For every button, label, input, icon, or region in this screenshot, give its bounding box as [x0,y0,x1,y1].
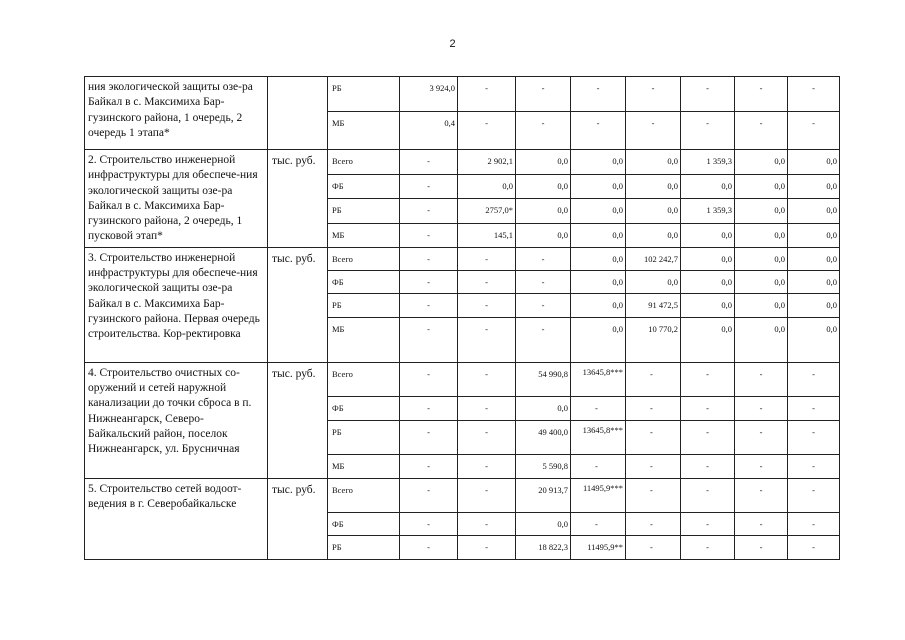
value-cell: 0,0 [735,270,788,293]
value-cell: 0,0 [516,198,571,223]
funding-source: МБ [328,112,400,150]
table-row [85,362,840,396]
value-cell: - [626,478,681,512]
value-cell: 0,0 [735,293,788,317]
value-cell: 0,0 [735,223,788,247]
value-cell: - [788,512,840,535]
value-cell: 0,0 [516,223,571,247]
value-cell: - [681,454,735,478]
value-cell: 0,0 [626,270,681,293]
measure-name: 2. Строительство инженерной инфраструктуры для обеспече-ния экологической защиты озе-ра Байкал в с. Максимиха Бар-гузинского района, 2 очередь, 1 пусковой этап* [85,150,268,248]
value-cell: - [626,112,681,150]
funding-source: ФБ [328,512,400,535]
value-cell: 54 990,8 [516,362,571,396]
value-cell: - [571,396,626,420]
value-cell: 0,0 [681,247,735,270]
value-cell: - [516,317,571,362]
value-cell: 0,0 [788,198,840,223]
value-cell: 11495,9*** [571,478,626,512]
value-cell: - [516,112,571,150]
value-cell: - [400,317,458,362]
value-cell: 0,0 [571,174,626,198]
value-cell: - [458,270,516,293]
funding-source: Всего [328,247,400,270]
value-cell: - [516,247,571,270]
value-cell: 0,0 [735,317,788,362]
value-cell: - [458,317,516,362]
measure-name: ния экологической защиты озе-ра Байкал в с. Максимиха Бар-гузинского района, 1 очередь, 2 очередь 1 этапа* [85,77,268,150]
value-cell: 0,0 [516,174,571,198]
value-cell: 11495,9** [571,535,626,559]
unit-cell: тыс. руб. [268,150,328,248]
value-cell: - [458,396,516,420]
value-cell: 10 770,2 [626,317,681,362]
value-cell: 0,0 [788,317,840,362]
funding-source: РБ [328,535,400,559]
measure-name: 3. Строительство инженерной инфраструктуры для обеспече-ния экологической защиты озе-ра Байкал в с. Максимиха Бар-гузинского района. Первая очередь строительства. Кор-ректировка [85,247,268,362]
unit-cell: тыс. руб. [268,362,328,478]
value-cell: - [735,478,788,512]
value-cell: 49 400,0 [516,420,571,454]
value-cell: 1 359,3 [681,150,735,175]
value-cell: 0,0 [735,198,788,223]
value-cell: 0,0 [516,396,571,420]
value-cell: 0,0 [626,223,681,247]
value-cell: - [735,362,788,396]
value-cell: - [400,247,458,270]
value-cell: - [571,77,626,112]
value-cell: - [788,454,840,478]
value-cell: - [400,223,458,247]
value-cell: 102 242,7 [626,247,681,270]
value-cell: - [571,112,626,150]
value-cell: - [458,112,516,150]
value-cell: - [681,112,735,150]
value-cell: 2 902,1 [458,150,516,175]
value-cell: - [458,77,516,112]
value-cell: 1 359,3 [681,198,735,223]
value-cell: 0,0 [571,293,626,317]
value-cell: - [788,420,840,454]
value-cell: - [788,535,840,559]
funding-source: Всего [328,150,400,175]
page-number: 2 [449,38,456,50]
value-cell: - [400,174,458,198]
value-cell: 0,0 [571,247,626,270]
value-cell: - [626,396,681,420]
value-cell: - [458,478,516,512]
value-cell: - [626,77,681,112]
value-cell: - [681,396,735,420]
value-cell: 0,0 [571,150,626,175]
value-cell: - [681,535,735,559]
unit-cell [268,77,328,150]
value-cell: 13645,8*** [571,420,626,454]
value-cell: - [681,512,735,535]
value-cell: - [400,293,458,317]
value-cell: 2757,0* [458,198,516,223]
value-cell: - [681,478,735,512]
value-cell: 18 822,3 [516,535,571,559]
funding-source: ФБ [328,396,400,420]
value-cell: 0,0 [788,293,840,317]
value-cell: - [400,512,458,535]
measure-name: 5. Строительство сетей водоот-ведения в г. Северобайкальске [85,478,268,559]
value-cell: 0,0 [626,198,681,223]
value-cell: 0,0 [788,247,840,270]
budget-table [84,76,840,560]
value-cell: - [458,247,516,270]
value-cell: - [400,150,458,175]
value-cell: - [788,362,840,396]
funding-source: ФБ [328,270,400,293]
value-cell: 0,0 [681,270,735,293]
value-cell: - [458,512,516,535]
value-cell: 0,0 [626,174,681,198]
value-cell: - [626,420,681,454]
value-cell: 0,0 [516,512,571,535]
measure-name: 4. Строительство очистных со-оружений и сетей наружной канализации до точки сброса в п. Нижнеангарск, Северо-Байкальский район, поселок Нижнеангарск, ул. Брусничная [85,362,268,478]
funding-source: ФБ [328,174,400,198]
table-row [85,478,840,512]
value-cell: 20 913,7 [516,478,571,512]
value-cell: 0,0 [681,317,735,362]
value-cell: - [626,535,681,559]
value-cell: 0,0 [735,174,788,198]
value-cell: 0,0 [788,174,840,198]
value-cell: 0,0 [571,198,626,223]
funding-source: Всего [328,362,400,396]
value-cell: 0,0 [458,174,516,198]
value-cell: 0,0 [626,150,681,175]
value-cell: 0,0 [571,223,626,247]
value-cell: - [735,77,788,112]
table-row [85,150,840,175]
value-cell: 0,0 [735,150,788,175]
value-cell: - [626,362,681,396]
value-cell: - [516,293,571,317]
value-cell: - [400,478,458,512]
value-cell: - [400,198,458,223]
value-cell: 0,0 [735,247,788,270]
value-cell: - [681,420,735,454]
value-cell: 0,0 [788,270,840,293]
value-cell: - [626,454,681,478]
value-cell: - [735,396,788,420]
value-cell: - [458,293,516,317]
value-cell: - [516,270,571,293]
funding-source: РБ [328,77,400,112]
value-cell: - [626,512,681,535]
value-cell: - [516,77,571,112]
value-cell: 0,0 [681,223,735,247]
value-cell: - [788,77,840,112]
value-cell: 13645,8*** [571,362,626,396]
funding-source: РБ [328,293,400,317]
value-cell: - [681,362,735,396]
value-cell: 0,0 [788,150,840,175]
value-cell: - [400,362,458,396]
value-cell: 0,0 [681,174,735,198]
value-cell: - [400,396,458,420]
value-cell: 145,1 [458,223,516,247]
unit-cell: тыс. руб. [268,247,328,362]
value-cell: - [458,454,516,478]
unit-cell: тыс. руб. [268,478,328,559]
value-cell: - [458,420,516,454]
value-cell: 91 472,5 [626,293,681,317]
value-cell: 0,0 [571,270,626,293]
value-cell: - [571,512,626,535]
value-cell: 3 924,0 [400,77,458,112]
funding-source: РБ [328,420,400,454]
value-cell: - [400,420,458,454]
value-cell: 5 590,8 [516,454,571,478]
value-cell: - [458,362,516,396]
funding-source: Всего [328,478,400,512]
value-cell: - [458,535,516,559]
funding-source: МБ [328,317,400,362]
value-cell: - [788,478,840,512]
table-row [85,247,840,270]
funding-source: МБ [328,454,400,478]
value-cell: 0,0 [516,150,571,175]
value-cell: 0,4 [400,112,458,150]
value-cell: - [735,112,788,150]
value-cell: - [400,535,458,559]
value-cell: 0,0 [788,223,840,247]
funding-source: РБ [328,198,400,223]
value-cell: - [571,454,626,478]
funding-source: МБ [328,223,400,247]
value-cell: - [788,396,840,420]
table-row [85,77,840,112]
value-cell: - [788,112,840,150]
value-cell: - [735,420,788,454]
value-cell: - [681,77,735,112]
value-cell: - [735,512,788,535]
value-cell: - [400,270,458,293]
value-cell: - [735,454,788,478]
value-cell: - [735,535,788,559]
value-cell: 0,0 [571,317,626,362]
value-cell: 0,0 [681,293,735,317]
value-cell: - [400,454,458,478]
